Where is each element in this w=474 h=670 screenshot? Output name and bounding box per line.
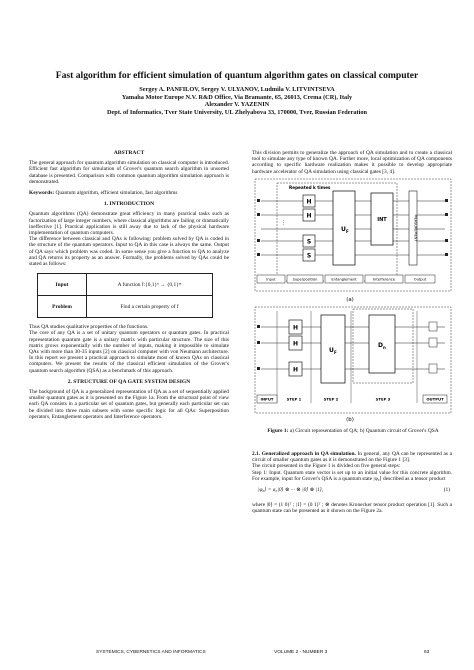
footer-journal: SYSTEMICS, CYBERNETICS AND INFORMATICS [96, 650, 206, 655]
uf-gate-label: U [341, 226, 346, 233]
problem-label-cell: Problem [38, 296, 87, 318]
uf-gate-subscript: F [346, 229, 349, 234]
author-block [20, 86, 454, 116]
abstract-heading: ABSTRACT [113, 150, 145, 156]
right-paragraph-1: This division permits to generalize the approach of QA simulation and to create a classical tool to simulate any type of known QA. Further more, local optimization of QA components according to specific hardware realization makes it possible to develop appropriate hardware accelerator of QA simulation using classical gates [3, 4]. [252, 150, 452, 175]
caption-label: Figure 1: [267, 428, 289, 434]
h-gate-label: H [306, 198, 312, 206]
ellipsis: ⋮ [281, 220, 286, 226]
s-gate-label: S [306, 252, 312, 260]
stage-output-label: Output [413, 277, 427, 282]
h-gate-label: H [292, 366, 299, 374]
right-column-top [252, 150, 452, 175]
intro-paragraph-2: The difference between classical and QAs is following: problem solved by QA is coded in the structure of the quantum operators. Input to QA in this case is always the same. Output of QA says which problem was coded. In some sense you give a function to QA to analyze and QA returns its property as an answer. Formally, the problems solved by QAs could be stated as follows: [29, 236, 229, 268]
section-2-1 [252, 451, 452, 463]
section-2-paragraph: The background of QA is a generalized representation of QA as a set of sequentially applied smaller quantum gates as it is presented on the Figure 1a. From the structural point of view each QA consists in a particular set of quantum gates, but generally each particular set can be divided into three main subsets with some specific logic for all QAs: Superposition operators, Entanglement operators and Interference operators. [29, 389, 229, 420]
keywords-label: Keywords: [29, 190, 55, 197]
table-row [38, 296, 213, 318]
section-2-1-paragraph-3: Step 1: Input. Quantum state vector is set up to an initial value for this concrete algorithm. For example, input for Grover's QSA is a quantum state |φ₀⟩ described as a tensor product [252, 469, 452, 482]
subfigure-a-label: (a) [346, 297, 354, 303]
authors-line-1: Sergey A. PANFILOV, Sergey V. ULYANOV, Ludmila V. LITVINTSEVA [139, 86, 335, 93]
intro-paragraph-3: Thus QA studies qualitative properties of the functions. [29, 324, 149, 331]
figure-1a-circuit [255, 179, 451, 291]
b-step2-label: STEP 2 [323, 396, 339, 402]
problem-value-cell: Find a certain property of f [87, 296, 213, 318]
table-row [38, 274, 213, 296]
section-2-1-paragraph-4: where |0⟩ = (1 0)ᵀ ; |1⟩ = (0 1)ᵀ ; ⊗ denotes Kronecker tensor product operation [1]. Such a quantum state can be presented as it shown on the Figure 2a. [252, 502, 452, 515]
authors-line-2: Alexander V. YAZENIN [204, 101, 270, 108]
paper-title: Fast algorithm for efficient simulation of quantum algorithm gates on classical computer [55, 70, 419, 81]
section-2-1-text: In general, any QA can be represented as a circuit of smaller quantum gates as it is demonstrated on the Figure 1 [3]. [252, 451, 452, 464]
caption-text: a) Circuit representation of QA; b) Quantum circuit of Grover's QSA [288, 428, 439, 434]
input-label-cell: Input [38, 274, 87, 296]
uf-gate-subscript: F [334, 350, 337, 355]
equation-1 [252, 484, 452, 500]
b-step3-label: STEP 3 [375, 396, 391, 402]
footer-page-number: 63 [424, 650, 430, 655]
intro-paragraph-1: Quantum algorithms (QA) demonstrate great efficiency in many practical tasks such as factorization of large integer numbers, where classical algorithms are failing or dramatically ineffective [1]. Practical application is still away due to lack of the physical hardware implementation of quantum computers. [29, 211, 229, 237]
dn-gate-label: D [378, 342, 383, 349]
abstract-text: The general approach for quantum algorithm simulation on classical computer is introduced. Efficient fast algorithm for simulation of Grover's quantum search algorithm in unsorted database is presented. Comparison with common quantum algorithm simulation approach is demonstrated. [29, 160, 229, 185]
figure-1-diagram [253, 177, 453, 425]
repeat-label: Repeated k times [289, 185, 331, 190]
affiliation-2: Dept. of Informatics, Tver State University, UL Zhelyabova 33, 170000, Tver, Russian Federation [106, 108, 368, 116]
figure-1b-circuit [255, 307, 451, 413]
intro-heading: 1. INTRODUCTION [103, 201, 155, 208]
h-gate-label: H [306, 212, 312, 220]
b-output-label: OUTPUT [426, 396, 444, 402]
uf-gate-label: U [329, 347, 334, 354]
section-2-1-heading: 2.1. Generalized approach in QA simulation. [252, 451, 356, 457]
equation-1-body: |φ₀⟩ = a₀|0⟩ ⊗ ··· ⊗ |0⟩ ⊗ |1⟩, [258, 487, 324, 494]
section-2-heading: 2. STRUCTURE OF QA GATE SYSTEM DESIGN [67, 378, 191, 385]
equation-1-number: (1) [443, 487, 450, 494]
right-column-lower [252, 451, 452, 514]
stage-superposition-label: Superposition [292, 277, 318, 282]
qa-problem-table [37, 273, 213, 318]
h-gate-label: H [292, 324, 299, 332]
keywords-text: Quantum algorithm, efficient simulation, fast algorithms [55, 190, 178, 197]
measurement-label: MEASUREMENT [413, 214, 418, 242]
affiliation-1: Yamaha Motor Europe N.V. R&D Office, Via Bramante, 65, 26013, Crema (CR), Italy [121, 93, 353, 101]
b-step1-label: STEP 1 [286, 396, 302, 402]
stage-interference-label: Interference [373, 277, 395, 282]
section-2-1-paragraph-2: The circuit presented in the Figure 1 is divided on five general steps: [252, 463, 401, 470]
h-gate-label: H [292, 340, 299, 348]
intro-paragraph-4: The core of any QA is a set of unitary quantum operators or quantum gates. In practical representation quantum gate is a unitary matrix with particular structure. The size of this matrix grows exponentially with the number of inputs, making it impossible to simulate QAs with more than 30-35 inputs [2] on classical computer with von Neumann architecture. In this report we present a practical approach to simulate most of known QAs on classical computers. We present the results of the classical efficient simulation of the Grover's quantum search algorithm (QSA) as a benchmark of this approach. [29, 330, 229, 374]
figure-1 [253, 177, 453, 425]
s-gate-label: S [306, 238, 312, 246]
b-input-label: INPUT [260, 396, 274, 402]
footer-volume: VOLUME 2 - NUMBER 3 [274, 650, 328, 655]
left-column [29, 150, 229, 420]
stage-entanglement-label: Entanglement [331, 277, 357, 282]
dn-gate-subscript: n [383, 345, 386, 350]
input-value-cell: A function f:{0,1}ⁿ → {0,1}ᵐ [87, 274, 213, 296]
subfigure-b-label: (b) [346, 417, 354, 423]
stage-input-label: Input [266, 277, 276, 282]
figure-1-caption [262, 428, 444, 434]
int-gate-label: INT [377, 217, 387, 223]
